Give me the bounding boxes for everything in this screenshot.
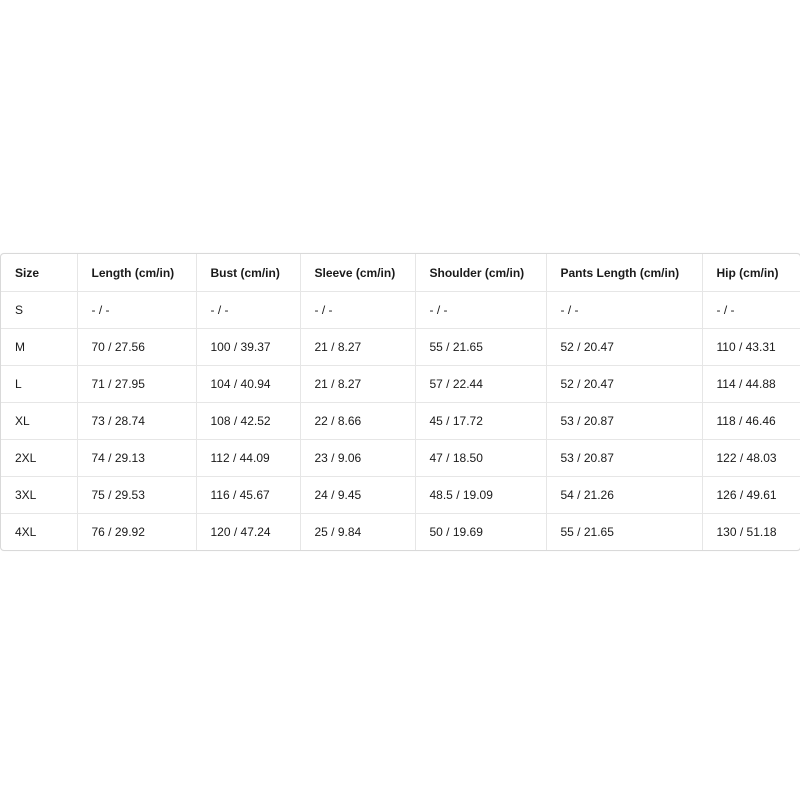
table-cell: 118 / 46.46 [702,403,800,440]
table-cell: 53 / 20.87 [546,403,702,440]
table-cell: 73 / 28.74 [77,403,196,440]
header-pants-length: Pants Length (cm/in) [546,254,702,292]
table-cell: 57 / 22.44 [415,366,546,403]
header-sleeve: Sleeve (cm/in) [300,254,415,292]
table-cell: 52 / 20.47 [546,366,702,403]
table-cell: 126 / 49.61 [702,477,800,514]
table-cell: 48.5 / 19.09 [415,477,546,514]
table-cell: 21 / 8.27 [300,366,415,403]
table-row [1,329,800,366]
table-row [1,366,800,403]
table-cell: L [1,366,77,403]
table-cell: 53 / 20.87 [546,440,702,477]
table-cell: - / - [300,292,415,329]
table-cell: 55 / 21.65 [415,329,546,366]
table-cell: 23 / 9.06 [300,440,415,477]
size-chart-container [0,253,800,551]
table-cell: - / - [196,292,300,329]
table-cell: 116 / 45.67 [196,477,300,514]
table-cell: 108 / 42.52 [196,403,300,440]
table-cell: 130 / 51.18 [716,525,777,539]
table-cell: 45 / 17.72 [415,403,546,440]
table-cell: 122 / 48.03 [702,440,800,477]
table-cell: 24 / 9.45 [300,477,415,514]
header-length: Length (cm/in) [77,254,196,292]
header-size: Size [1,254,77,292]
table-cell: M [1,329,77,366]
table-cell: 2XL [1,440,77,477]
table-cell: 104 / 40.94 [196,366,300,403]
table-cell: S [1,292,77,329]
table-cell: 22 / 8.66 [300,403,415,440]
table-cell: 71 / 27.95 [77,366,196,403]
table-cell: 55 / 21.65 [546,514,702,551]
header-shoulder: Shoulder (cm/in) [415,254,546,292]
table-cell: 110 / 43.31 [702,329,800,366]
table-cell: 112 / 44.09 [196,440,300,477]
table-cell: 120 / 47.24 [196,514,300,551]
table-cell: 100 / 39.37 [196,329,300,366]
table-cell: 54 / 21.26 [546,477,702,514]
table-cell: 4XL [1,514,77,551]
table-cell: 70 / 27.56 [77,329,196,366]
table-row [1,440,800,477]
header-hip: Hip (cm/in) [702,254,800,292]
table-cell: 75 / 29.53 [77,477,196,514]
table-cell: 47 / 18.50 [415,440,546,477]
table-cell: 114 / 44.88 [702,366,800,403]
table-cell: XL [1,403,77,440]
table-row [1,477,800,514]
table-row [1,514,800,551]
table-cell: 3XL [1,477,77,514]
header-bust: Bust (cm/in) [196,254,300,292]
table-cell: 50 / 19.69 [415,514,546,551]
table-cell: 74 / 29.13 [77,440,196,477]
table-cell: 52 / 20.47 [546,329,702,366]
table-cell: - / - [702,292,800,329]
table-header-row [1,254,800,292]
table-cell: - / - [77,292,196,329]
table-row [1,403,800,440]
table-row [1,292,800,329]
table-cell: 21 / 8.27 [300,329,415,366]
size-chart-table [1,254,800,550]
table-cell: - / - [546,292,702,329]
table-cell: 76 / 29.92 [77,514,196,551]
table-cell: 25 / 9.84 [300,514,415,551]
table-cell: - / - [415,292,546,329]
